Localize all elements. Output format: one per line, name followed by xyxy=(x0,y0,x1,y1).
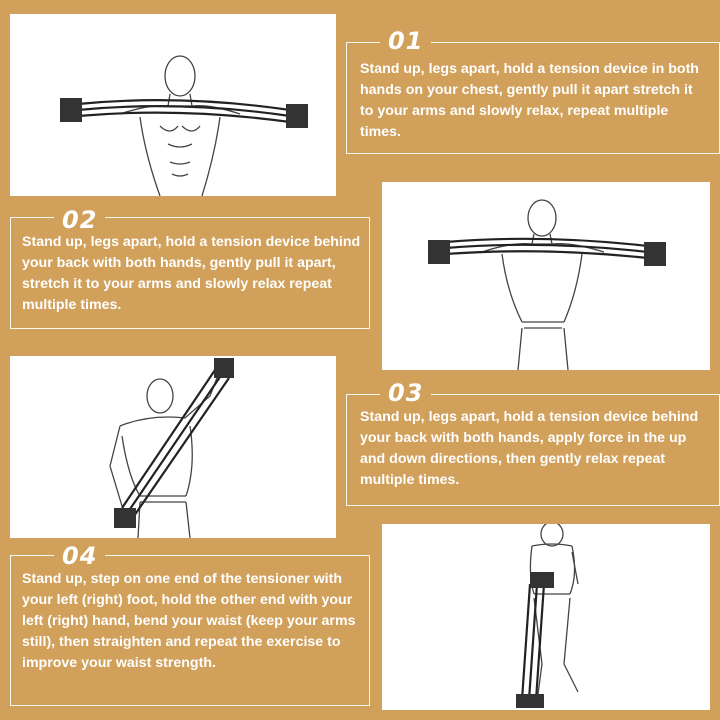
step-2-description: Stand up, legs apart, hold a tension device behind your back with both hands, gently pull it apart, stretch it to your arms and slowly relax repeat multiple times. xyxy=(22,234,361,313)
foot-handle-icon xyxy=(516,694,544,708)
step-2-number: 02 xyxy=(54,206,105,234)
step-3-number: 03 xyxy=(380,379,431,407)
step-4-illustration xyxy=(382,524,710,710)
step-3-illustration xyxy=(10,356,336,538)
foot-step-sketch xyxy=(382,524,710,710)
diagonal-pull-sketch xyxy=(10,356,336,538)
hand-handle-icon xyxy=(530,572,554,588)
chest-pull-sketch xyxy=(10,14,336,196)
step-3-description: Stand up, legs apart, hold a tension device behind your back with both hands, apply force in the up and down directions, then gently relax repeat multiple times. xyxy=(360,409,699,488)
step-1-number: 01 xyxy=(380,27,431,55)
step-1-description: Stand up, legs apart, hold a tension device in both hands on your chest, gently pull it apart stretch it to your arms and slowly relax, repeat multiple times. xyxy=(360,61,699,140)
step-4-description: Stand up, step on one end of the tensioner with your left (right) foot, hold the other end with your left (right) hand, bend your waist (keep your arms still), then straighten and repeat the exercise to improve your waist strength. xyxy=(22,571,356,671)
left-handle-icon xyxy=(428,240,450,264)
step-1-illustration xyxy=(10,14,336,196)
left-handle-icon xyxy=(60,98,82,122)
top-handle-icon xyxy=(214,358,234,378)
step-4-number: 04 xyxy=(54,542,105,570)
back-pull-sketch xyxy=(382,182,710,370)
right-handle-icon xyxy=(286,104,308,128)
right-handle-icon xyxy=(644,242,666,266)
bottom-handle-icon xyxy=(114,508,136,528)
step-2-illustration xyxy=(382,182,710,370)
